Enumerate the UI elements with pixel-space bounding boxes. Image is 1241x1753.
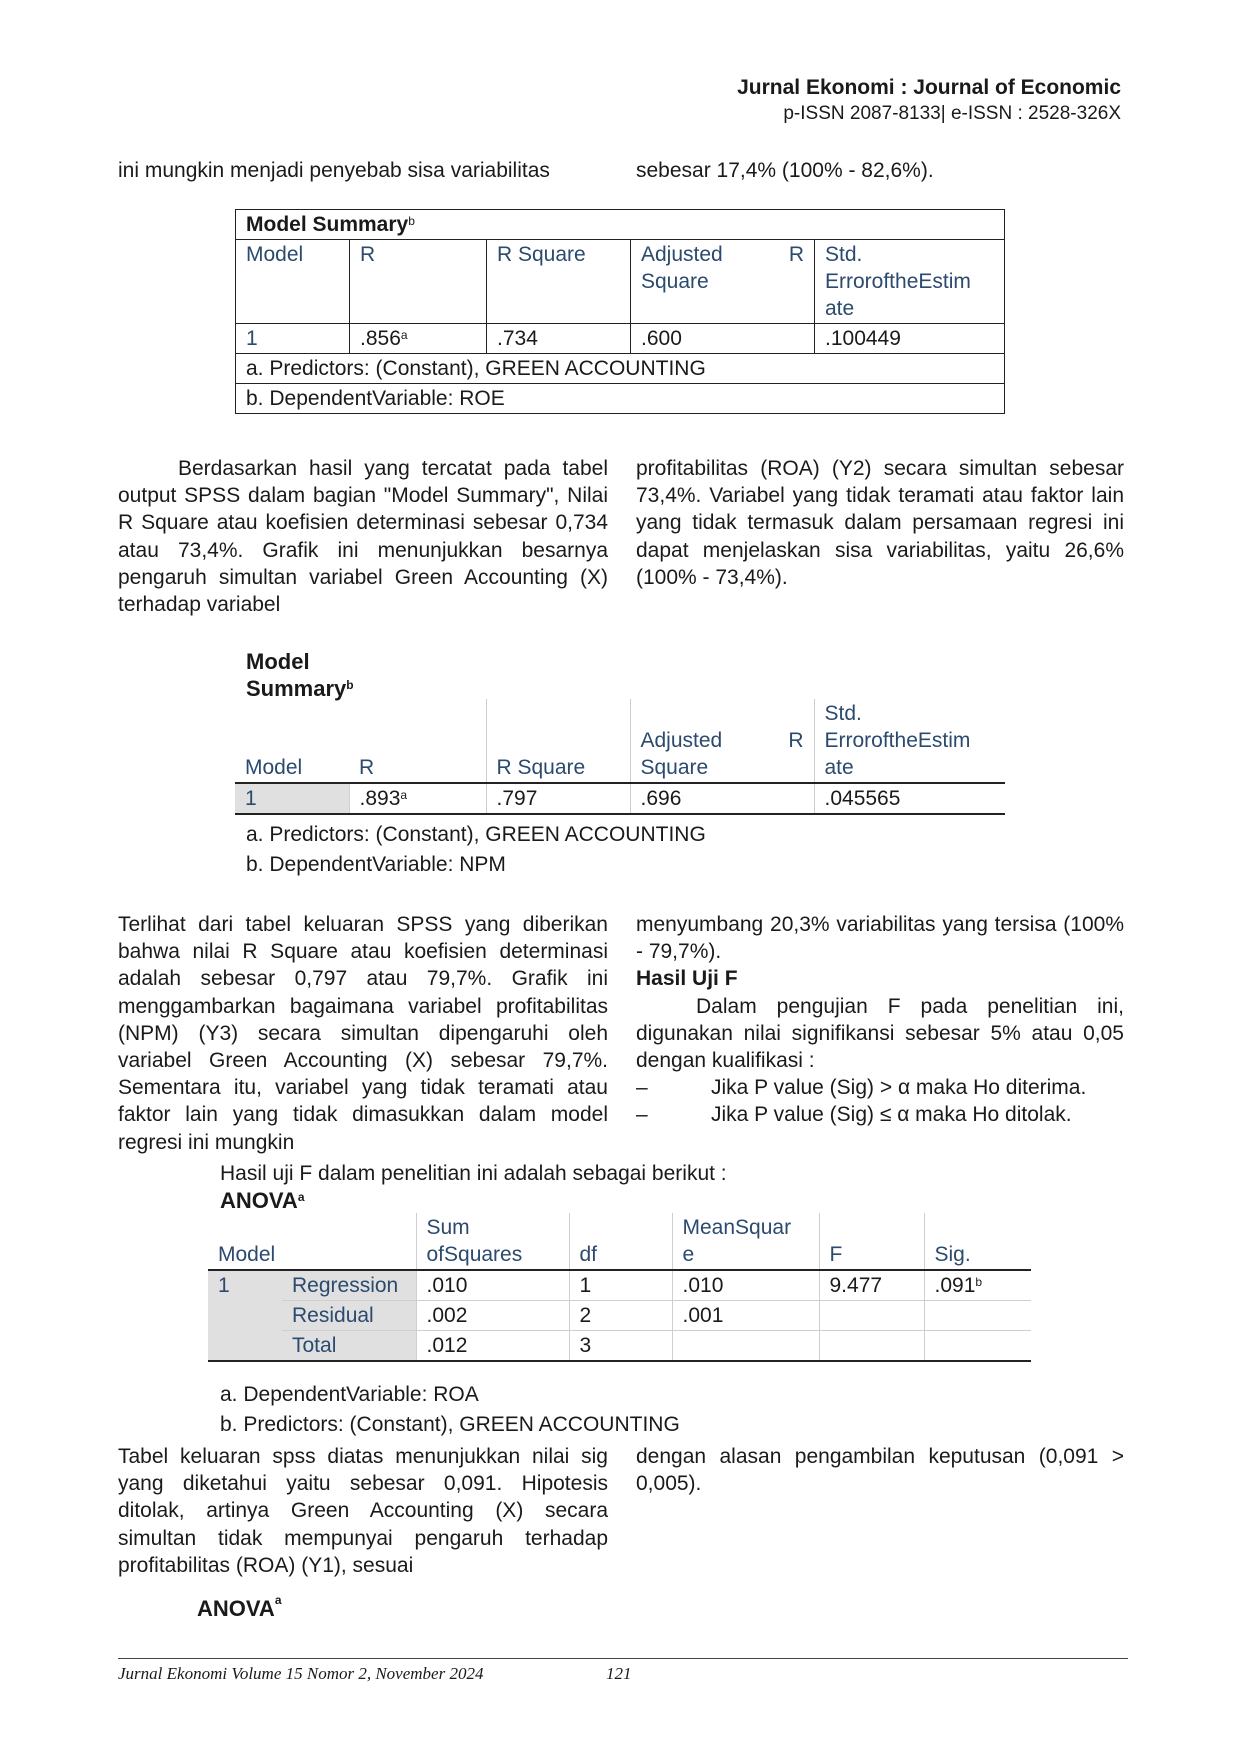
anova-note-b: b. Predictors: (Constant), GREEN ACCOUNTING xyxy=(220,1413,680,1436)
table-row xyxy=(235,783,1005,814)
top-left-line: ini mungkin menjadi penyebab sisa variabilitas xyxy=(118,159,550,182)
footer-journal: Jurnal Ekonomi Volume 15 Nomor 2, November 2024 xyxy=(118,1664,484,1683)
row-label-regression: Regression xyxy=(282,1270,416,1301)
cell-adjusted: .696 xyxy=(630,783,814,814)
cell-df: 2 xyxy=(569,1301,672,1331)
cell-r-square: .734 xyxy=(487,324,631,354)
cell-model: 1 xyxy=(235,783,349,814)
para2-right-text: menyumbang 20,3% variabilitas yang tersisa (100% - 79,7%). xyxy=(636,913,1124,964)
col-r: R xyxy=(350,240,487,324)
journal-title: Jurnal Ekonomi : Journal of Economic xyxy=(737,76,1121,99)
table2-note-a: a. Predictors: (Constant), GREEN ACCOUNTING xyxy=(246,823,706,846)
para2-left xyxy=(118,911,608,1156)
cell-model: 1 xyxy=(236,324,350,354)
para1-right-text: profitabilitas (ROA) (Y2) secara simultan sebesar 73,4%. Variabel yang tidak teramati atau faktor lain yang tidak termasuk dalam persamaan regresi ini dapat menjelaskan sisa variabilitas, yaitu 26,6% (100% - 73,4%). xyxy=(636,457,1124,589)
table-note-b: b. DependentVariable: ROE xyxy=(236,384,1005,414)
model-summary-table-npm xyxy=(235,699,1005,815)
cell-ms: .001 xyxy=(672,1301,819,1331)
cell-df: 1 xyxy=(569,1270,672,1301)
table2-title-line2: Summary$^b$ xyxy=(246,676,354,701)
cell-adjusted: .600 xyxy=(631,324,815,354)
anova-intro: Hasil uji F dalam penelitian ini adalah sebagai berikut : xyxy=(220,1162,727,1185)
col-f: F xyxy=(819,1213,924,1270)
table-header-row xyxy=(235,699,1005,783)
col-sum-of-squares: Sum ofSquares xyxy=(416,1213,569,1270)
model-summary-table-roe xyxy=(235,209,1005,414)
col-r: R xyxy=(349,699,486,783)
para2-right xyxy=(636,911,1124,1129)
col-model: Model xyxy=(236,240,350,324)
col-adjusted-r-square: Adjusted R Square xyxy=(630,699,814,783)
table-header-row xyxy=(208,1213,1031,1270)
hasil-uji-f-text: Dalam pengujian F pada penelitian ini, digunakan nilai signifikansi sebesar 5% atau 0,05 dengan kualifikasi : xyxy=(636,994,1124,1073)
col-sig: Sig. xyxy=(924,1213,1031,1270)
para3-left-text: Tabel keluaran spss diatas menunjukkan nilai sig yang diketahui yaitu sebesar 0,091. Hipotesis ditolak, artinya Green Accounting (X) secara simultan tidak mempunyai pengaruh terhadap profitabilitas (ROA) (Y1), sesuai xyxy=(118,1445,608,1577)
cell-std-error: .045565 xyxy=(814,783,1005,814)
para3-right-text: dengan alasan pengambilan keputusan (0,091 > 0,005). xyxy=(636,1445,1124,1496)
para2-left-text: Terlihat dari tabel keluaran SPSS yang diberikan bahwa nilai R Square atau koefisien determinasi adalah sebesar 0,797 atau 79,7%. Grafik ini menggambarkan bagaimana variabel profitabilitas (NPM) (Y3) secara simultan dipengaruhi oleh variabel Green Accounting (X) sebesar 79,7%. Sementara itu, variabel yang tidak teramati atau faktor lain yang tidak dimasukkan dalam model regresi ini mungkin xyxy=(118,913,608,1154)
col-adjusted-r-square: Adjusted R Square xyxy=(631,240,815,324)
cell-ms: .010 xyxy=(672,1270,819,1301)
table-note-a: a. Predictors: (Constant), GREEN ACCOUNTING xyxy=(236,354,1005,384)
journal-issn: p-ISSN 2087-8133| e-ISSN : 2528-326X xyxy=(783,103,1121,124)
table2-title-line1: Model xyxy=(246,649,310,674)
cell-sig: .091$^b$ xyxy=(924,1270,1031,1301)
para1-left xyxy=(118,455,608,618)
list-item: – Jika P value (Sig) ≤ α maka Ho ditolak. xyxy=(636,1103,1072,1127)
col-mean-square: MeanSquar e xyxy=(672,1213,819,1270)
cell-model: 1 xyxy=(208,1270,282,1361)
table-row xyxy=(208,1270,1031,1301)
cell-r: .856$^a$ xyxy=(350,324,487,354)
cell-f xyxy=(819,1301,924,1331)
cell-sig xyxy=(924,1301,1031,1331)
anova-table xyxy=(208,1213,1031,1362)
row-label-total: Total xyxy=(282,1331,416,1362)
col-r-square: R Square xyxy=(487,240,631,324)
top-right-text xyxy=(636,157,1124,184)
cell-ms xyxy=(672,1331,819,1362)
cell-std-error: .100449 xyxy=(815,324,1005,354)
para1-right xyxy=(636,455,1124,591)
footer-divider xyxy=(118,1658,1128,1659)
cell-ss: .012 xyxy=(416,1331,569,1362)
cell-ss: .002 xyxy=(416,1301,569,1331)
list-item: – Jika P value (Sig) > α maka Ho diterima. xyxy=(636,1076,1087,1100)
section-title-hasil-uji-f: Hasil Uji F xyxy=(636,967,738,991)
col-model: Model xyxy=(235,699,349,783)
footer-page-number: 121 xyxy=(606,1664,632,1683)
cell-f: 9.477 xyxy=(819,1270,924,1301)
para1-left-text: Berdasarkan hasil yang tercatat pada tabel output SPSS dalam bagian "Model Summary", Nilai R Square atau koefisien determinasi sebesar 0,734 atau 73,4%. Grafik ini menunjukkan besarnya pengaruh simultan variabel Green Accounting (X) terhadap variabel xyxy=(118,457,608,617)
top-left-text xyxy=(118,157,608,184)
para3-right xyxy=(636,1443,1124,1497)
table-title: Model Summary$^b$ xyxy=(236,210,1005,240)
table2-note-b: b. DependentVariable: NPM xyxy=(246,853,506,876)
table-row xyxy=(208,1331,1031,1362)
col-df: df xyxy=(569,1213,672,1270)
row-label-residual: Residual xyxy=(282,1301,416,1331)
col-model: Model xyxy=(208,1213,416,1270)
table-row xyxy=(208,1301,1031,1331)
cell-r-square: .797 xyxy=(486,783,630,814)
cell-sig xyxy=(924,1331,1031,1362)
table-header-row xyxy=(236,240,1005,324)
anova-title: ANOVA$^a$ xyxy=(220,1188,305,1213)
cell-ss: .010 xyxy=(416,1270,569,1301)
table-row xyxy=(236,324,1005,354)
col-r-square: R Square xyxy=(486,699,630,783)
col-std-error: Std. ErroroftheEstim ate xyxy=(814,699,1005,783)
anova-note-a: a. DependentVariable: ROA xyxy=(220,1383,479,1406)
col-std-error: Std. ErroroftheEstim ate xyxy=(815,240,1005,324)
table2-title xyxy=(246,648,354,702)
top-right-line: sebesar 17,4% (100% - 82,6%). xyxy=(636,159,934,182)
cell-r: .893$^a$ xyxy=(349,783,486,814)
para3-left xyxy=(118,1443,608,1579)
cell-df: 3 xyxy=(569,1331,672,1362)
cell-f xyxy=(819,1331,924,1362)
anova2-title: ANOVA$^a$ xyxy=(197,1593,282,1621)
